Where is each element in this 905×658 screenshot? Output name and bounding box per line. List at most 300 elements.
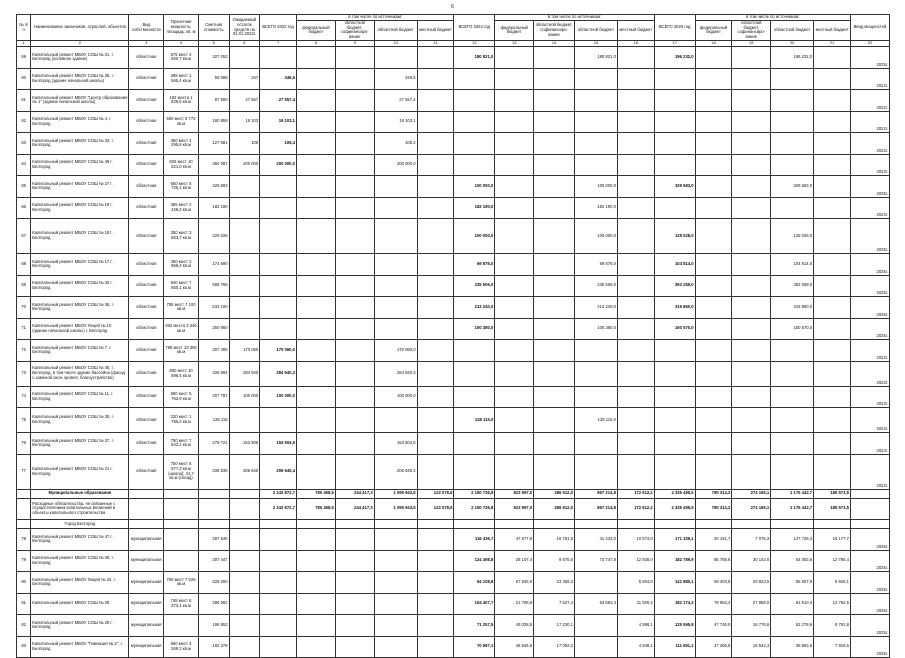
capacity: 675 мест 4 560,7 кв.м bbox=[164, 47, 199, 69]
cofin-2025: 27 958,0 bbox=[732, 593, 771, 615]
expense-total-federal: 780 458,5 bbox=[297, 498, 336, 520]
header-commissioning: Ввод мощностей bbox=[850, 15, 889, 41]
expense-total-cofin-2025: 274 165,1 bbox=[732, 498, 771, 520]
total-2022: 284 940,3 bbox=[260, 361, 297, 386]
federal-2025 bbox=[695, 90, 732, 112]
estimated-cost: 250 950 bbox=[198, 318, 229, 340]
table-row bbox=[17, 111, 890, 133]
table-row bbox=[17, 254, 890, 276]
estimated-cost: 336 835 bbox=[198, 454, 229, 489]
cofin-2025 bbox=[732, 111, 771, 133]
cofin-2024 bbox=[534, 275, 575, 297]
federal-2022 bbox=[297, 111, 336, 133]
total-2025: 129 028,0 bbox=[654, 219, 695, 254]
regional-2022 bbox=[374, 197, 417, 219]
regional-2025 bbox=[771, 90, 814, 112]
local-2022 bbox=[417, 572, 454, 594]
remainder bbox=[229, 197, 260, 219]
ownership: муниципальная bbox=[129, 593, 164, 615]
ownership: областная bbox=[129, 318, 164, 340]
estimated-cost: 425 894 bbox=[198, 361, 229, 386]
cofin-2025 bbox=[732, 197, 771, 219]
cofin-2024 bbox=[534, 111, 575, 133]
regional-2024 bbox=[574, 68, 617, 90]
object-name: Капитальный ремонт МБОУ СОШ № 45, г. Белгород, в том числе здание бассейна (фасад с заменой окон, кровля, благоустройство) bbox=[31, 361, 129, 386]
federal-2022 bbox=[297, 176, 336, 198]
column-number: 16 bbox=[617, 41, 654, 47]
estimated-cost: 307 447 bbox=[198, 550, 229, 572]
cofin-2022 bbox=[335, 275, 374, 297]
local-2025: 16 177,7 bbox=[814, 529, 851, 551]
ownership: областная bbox=[129, 111, 164, 133]
cofin-2025 bbox=[732, 408, 771, 433]
estimated-cost: 207 787 bbox=[198, 386, 229, 408]
capacity: 192 места 1 828,5 кв.м bbox=[164, 90, 199, 112]
row-number: 65 bbox=[17, 176, 31, 198]
capacity: 450 мест 2 868,4 кв.м bbox=[164, 254, 199, 276]
cofin-2025 bbox=[732, 154, 771, 176]
page-number: 6 bbox=[451, 4, 454, 10]
row-number: 60 bbox=[17, 68, 31, 90]
federal-2024 bbox=[495, 433, 534, 455]
table-row bbox=[17, 297, 890, 319]
federal-2022 bbox=[297, 197, 336, 219]
regional-2024 bbox=[574, 615, 617, 637]
remainder bbox=[229, 47, 260, 69]
total-2022: 105,4 bbox=[260, 133, 297, 155]
regional-2025: 61 910,3 bbox=[771, 593, 814, 615]
federal-2024 bbox=[495, 111, 534, 133]
cofin-2024 bbox=[534, 176, 575, 198]
regional-2025: 52 278,6 bbox=[771, 615, 814, 637]
column-number: 12 bbox=[454, 41, 495, 47]
local-2025: 12 752,5 bbox=[814, 593, 851, 615]
regional-2025 bbox=[771, 433, 814, 455]
local-2024 bbox=[617, 176, 654, 198]
federal-2024: 67 945,5 bbox=[495, 572, 534, 594]
investment-table bbox=[16, 14, 890, 658]
object-name: Капитальный ремонт МБОУ СОШ № 47 г. Белгород bbox=[31, 529, 129, 551]
total-2025 bbox=[654, 408, 695, 433]
total-2024: 70 687,1 bbox=[454, 636, 495, 658]
expense-total-2024: 2 150 736,8 bbox=[454, 498, 495, 520]
column-number: 13 bbox=[495, 41, 534, 47]
object-name: Капитальный ремонт МБОУ СОШ № 21 г. Белгород bbox=[31, 454, 129, 489]
total-2022 bbox=[260, 572, 297, 594]
total-2025: 104 814,0 bbox=[654, 254, 695, 276]
regional-2022: 100 000,0 bbox=[374, 386, 417, 408]
remainder bbox=[229, 176, 260, 198]
header-local-2024: местный бюджет bbox=[617, 20, 654, 40]
column-number: 5 bbox=[198, 41, 229, 47]
total-2025: 196 232,0 bbox=[654, 47, 695, 69]
regional-2024: 63 583,3 bbox=[574, 593, 617, 615]
local-2022 bbox=[417, 454, 454, 489]
federal-2022 bbox=[297, 386, 336, 408]
federal-2022 bbox=[297, 636, 336, 658]
cofin-2022 bbox=[335, 550, 374, 572]
total-2025 bbox=[654, 454, 695, 489]
remainder bbox=[229, 254, 260, 276]
object-name: Капитальный ремонт МБОУ СОШ № 36, г. Белгород bbox=[31, 297, 129, 319]
cofin-2024 bbox=[534, 408, 575, 433]
estimated-cost: 229 028 bbox=[198, 219, 229, 254]
total-2025: 353 259,0 bbox=[654, 275, 695, 297]
total-2024: 116 436,7 bbox=[454, 529, 495, 551]
cofin-2025 bbox=[732, 340, 771, 362]
muni-total-federal-2024: 823 997,0 bbox=[495, 489, 534, 498]
expense-total-local-2024: 172 612,2 bbox=[617, 498, 654, 520]
federal-2024 bbox=[495, 275, 534, 297]
local-2025 bbox=[814, 454, 851, 489]
local-2022 bbox=[417, 275, 454, 297]
federal-2024 bbox=[495, 408, 534, 433]
object-name: Капитальный ремонт МБОУ СОШ № 18 г. Белгород bbox=[31, 219, 129, 254]
object-name: Капитальный ремонт МБОУ СОШ № 29 г. Белгород bbox=[31, 615, 129, 637]
row-number: 77 bbox=[17, 454, 31, 489]
cofin-2022 bbox=[335, 433, 374, 455]
local-2024: 4 948,1 bbox=[617, 636, 654, 658]
federal-2024 bbox=[495, 219, 534, 254]
estimated-cost: 429 583 bbox=[198, 176, 229, 198]
capacity bbox=[164, 615, 199, 637]
estimated-cost: 533 100 bbox=[198, 297, 229, 319]
federal-2025 bbox=[695, 47, 732, 69]
header-cost: Сметная стоимость bbox=[198, 15, 229, 41]
regional-2024 bbox=[574, 636, 617, 658]
muni-total-cofin-2024: 286 912,0 bbox=[534, 489, 575, 498]
capacity: 850 мест 10 596,4 кв.м bbox=[164, 361, 199, 386]
total-2022: 27 557,4 bbox=[260, 90, 297, 112]
commissioning-year: 2025г. bbox=[850, 219, 889, 254]
regional-2024: 235 506,0 bbox=[574, 275, 617, 297]
cofin-2024 bbox=[534, 154, 575, 176]
object-name: Капитальный ремонт МБОУ СОШ № 7, г. Белгород bbox=[31, 340, 129, 362]
cofin-2024 bbox=[534, 340, 575, 362]
regional-2024: 69 876,0 bbox=[574, 254, 617, 276]
expense-total-local: 123 078,6 bbox=[417, 498, 454, 520]
object-name: Капитальный ремонт МБОУ СОШ № 29 bbox=[31, 593, 129, 615]
expense-total-regional-2025: 1 175 442,7 bbox=[771, 498, 814, 520]
local-2022 bbox=[417, 386, 454, 408]
federal-2022 bbox=[297, 433, 336, 455]
remainder: 19 103 bbox=[229, 111, 260, 133]
regional-2024: 100 380,0 bbox=[574, 318, 617, 340]
cofin-2024: 17 092,2 bbox=[534, 636, 575, 658]
ownership: областная bbox=[129, 219, 164, 254]
ownership: областная bbox=[129, 90, 164, 112]
cofin-2022 bbox=[335, 318, 374, 340]
capacity: 550 мест 5 772 кв.м bbox=[164, 111, 199, 133]
regional-2024: 128 115,0 bbox=[574, 408, 617, 433]
total-2025 bbox=[654, 386, 695, 408]
header-cofinancing-2024: областной бюджет, софинансиро-вание bbox=[534, 20, 575, 40]
local-2025 bbox=[814, 219, 851, 254]
estimated-cost: 196 853 bbox=[198, 615, 229, 637]
remainder: 347 bbox=[229, 68, 260, 90]
muni-title: Муниципальные образования bbox=[31, 489, 129, 498]
local-2025 bbox=[814, 176, 851, 198]
estimated-cost: 127 681 bbox=[198, 133, 229, 155]
cofin-2022 bbox=[335, 219, 374, 254]
object-name: Капитальный ремонт МБОУ СОШ № 39, г. Белгород bbox=[31, 550, 129, 572]
object-name: Капитальный ремонт МБОУ СОШ № 4, г. Белгород bbox=[31, 111, 129, 133]
total-2025: 141 880,1 bbox=[654, 572, 695, 594]
column-number: 18 bbox=[695, 41, 732, 47]
federal-2022 bbox=[297, 572, 336, 594]
table-row bbox=[17, 636, 890, 658]
local-2025: 7 818,5 bbox=[814, 636, 851, 658]
header-local-2025: местный бюджет bbox=[814, 20, 851, 40]
commissioning-year: 2023г. bbox=[850, 340, 889, 362]
header-regional: областной бюджет bbox=[374, 20, 417, 40]
federal-2022 bbox=[297, 529, 336, 551]
total-2025: 150 570,0 bbox=[654, 318, 695, 340]
capacity: 748 мест 6 373,4 кв.м bbox=[164, 593, 199, 615]
regional-2024: 180 821,0 bbox=[574, 47, 617, 69]
total-2022 bbox=[260, 408, 297, 433]
local-2024 bbox=[617, 219, 654, 254]
column-number: 4 bbox=[164, 41, 199, 47]
column-number: 19 bbox=[732, 41, 771, 47]
remainder: 170 060 bbox=[229, 340, 260, 362]
cofin-2024 bbox=[534, 133, 575, 155]
expense-total-cofin: 244 417,3 bbox=[335, 498, 374, 520]
local-2022 bbox=[417, 154, 454, 176]
cofin-2025 bbox=[732, 176, 771, 198]
capacity: 350 мест 3 863,7 кв.м bbox=[164, 219, 199, 254]
total-2022 bbox=[260, 615, 297, 637]
column-number: 17 bbox=[654, 41, 695, 47]
regional-2022 bbox=[374, 219, 417, 254]
local-2022 bbox=[417, 176, 454, 198]
total-2022 bbox=[260, 593, 297, 615]
regional-2025: 55 657,9 bbox=[771, 572, 814, 594]
federal-2022 bbox=[297, 133, 336, 155]
table-row bbox=[17, 361, 890, 386]
federal-2022 bbox=[297, 340, 336, 362]
federal-2025 bbox=[695, 219, 732, 254]
local-2022 bbox=[417, 318, 454, 340]
capacity bbox=[164, 550, 199, 572]
local-2025 bbox=[814, 408, 851, 433]
federal-2024 bbox=[495, 454, 534, 489]
capacity: 660 мест 4 269,3 кв.м bbox=[164, 636, 199, 658]
total-2025 bbox=[654, 111, 695, 133]
cofin-2024 bbox=[534, 318, 575, 340]
commissioning-year: 2024г. bbox=[850, 197, 889, 219]
federal-2025 bbox=[695, 433, 732, 455]
expense-total-cofin-2024: 286 912,0 bbox=[534, 498, 575, 520]
local-2025 bbox=[814, 133, 851, 155]
estimated-cost: 287 546 bbox=[198, 529, 229, 551]
federal-2022 bbox=[297, 297, 336, 319]
table-row bbox=[17, 318, 890, 340]
regional-2025 bbox=[771, 454, 814, 489]
total-2024: 180 821,0 bbox=[454, 47, 495, 69]
local-2025 bbox=[814, 111, 851, 133]
muni-title-row bbox=[17, 489, 890, 498]
regional-2025: 39 863,6 bbox=[771, 636, 814, 658]
local-2024 bbox=[617, 275, 654, 297]
muni-total-regional: 1 095 943,5 bbox=[374, 489, 417, 498]
city-row bbox=[17, 520, 890, 529]
cofin-2022 bbox=[335, 197, 374, 219]
total-2024: 69 876,0 bbox=[454, 254, 495, 276]
total-2024: 100 380,0 bbox=[454, 318, 495, 340]
estimated-cost: 87 500 bbox=[198, 90, 229, 112]
regional-2022 bbox=[374, 254, 417, 276]
muni-total-federal: 780 458,5 bbox=[297, 489, 336, 498]
commissioning-year: 2025г. bbox=[850, 297, 889, 319]
total-2022 bbox=[260, 254, 297, 276]
regional-2025: 329 583,0 bbox=[771, 176, 814, 198]
total-2024: 124 498,8 bbox=[454, 550, 495, 572]
header-ownership: Вид собственности bbox=[129, 15, 164, 41]
regional-2022: 170 060,0 bbox=[374, 340, 417, 362]
federal-2024 bbox=[495, 68, 534, 90]
commissioning-year: 2022г. bbox=[850, 90, 889, 112]
local-2024: 12 928,0 bbox=[617, 550, 654, 572]
federal-2025 bbox=[695, 361, 732, 386]
column-number: 15 bbox=[574, 41, 617, 47]
regional-2024 bbox=[574, 572, 617, 594]
cofin-2024 bbox=[534, 454, 575, 489]
commissioning-year: 2025г. bbox=[850, 529, 889, 551]
cofin-2025: 7 075,3 bbox=[732, 529, 771, 551]
regional-2022: 200 000,0 bbox=[374, 154, 417, 176]
federal-2025 bbox=[695, 297, 732, 319]
object-name: Капитальный ремонт МБОУ "Центр образования № 1" (здание начальной школы) bbox=[31, 90, 129, 112]
expense-total-regional-2024: 867 214,8 bbox=[574, 498, 617, 520]
federal-2022 bbox=[297, 68, 336, 90]
local-2022 bbox=[417, 68, 454, 90]
federal-2025 bbox=[695, 254, 732, 276]
commissioning-year: 2025г. bbox=[850, 572, 889, 594]
total-2025: 182 174,2 bbox=[654, 593, 695, 615]
local-2024 bbox=[617, 454, 654, 489]
capacity: 450 мест 4 295,6 кв.м bbox=[164, 133, 199, 155]
total-2025: 182 789,9 bbox=[654, 550, 695, 572]
cofin-2022 bbox=[335, 361, 374, 386]
total-2022 bbox=[260, 197, 297, 219]
expense-title: Расходные обязательства, не связанные с осуществлением капитальных вложений в объекты капитального строительства bbox=[31, 498, 129, 520]
table-row bbox=[17, 219, 890, 254]
regional-2025 bbox=[771, 133, 814, 155]
ownership: областная bbox=[129, 386, 164, 408]
expense-total-2022: 2 243 872,7 bbox=[260, 498, 297, 520]
cofin-2024: 17 230,1 bbox=[534, 615, 575, 637]
estimated-cost: 128 115 bbox=[198, 408, 229, 433]
ownership: областная bbox=[129, 433, 164, 455]
column-number: 9 bbox=[335, 41, 374, 47]
regional-2025: 104 814,0 bbox=[771, 254, 814, 276]
row-number: 73 bbox=[17, 361, 31, 386]
federal-2025 bbox=[695, 408, 732, 433]
regional-2025 bbox=[771, 68, 814, 90]
federal-2024 bbox=[495, 340, 534, 362]
cofin-2025: 16 776,6 bbox=[732, 615, 771, 637]
capacity: 650 мест 5 763,9 кв.м bbox=[164, 386, 199, 408]
header-cofinancing: областной бюджет, софинансиро-вание bbox=[335, 20, 374, 40]
federal-2024 bbox=[495, 254, 534, 276]
federal-2024 bbox=[495, 90, 534, 112]
remainder bbox=[229, 297, 260, 319]
table-row bbox=[17, 529, 890, 551]
column-number: 20 bbox=[771, 41, 814, 47]
muni-total-regional-2025: 1 175 442,7 bbox=[771, 489, 814, 498]
estimated-cost: 182 190 bbox=[198, 197, 229, 219]
commissioning-year: 2025г. bbox=[850, 636, 889, 658]
local-2024 bbox=[617, 386, 654, 408]
commissioning-year: 2025г. bbox=[850, 593, 889, 615]
remainder: 153 505 bbox=[229, 433, 260, 455]
object-name: Капитальный ремонт МБОУ СОШ № 11, г. Белгород bbox=[31, 386, 129, 408]
total-2024 bbox=[454, 90, 495, 112]
total-2022 bbox=[260, 529, 297, 551]
cofin-2024: 7 627,4 bbox=[534, 593, 575, 615]
cofin-2025 bbox=[732, 254, 771, 276]
federal-2025: 47 366,8 bbox=[695, 636, 732, 658]
commissioning-year: 2025г. bbox=[850, 176, 889, 198]
regional-2022: 105,4 bbox=[374, 133, 417, 155]
header-total-2025: ВСЕГО 2025 год bbox=[654, 15, 695, 41]
cofin-2024 bbox=[534, 68, 575, 90]
row-number: 80 bbox=[17, 572, 31, 594]
muni-total-federal-2025: 780 314,2 bbox=[695, 489, 732, 498]
regional-2025: 129 028,0 bbox=[771, 219, 814, 254]
regional-2024 bbox=[574, 433, 617, 455]
regional-2022 bbox=[374, 572, 417, 594]
total-2025: 171 109,1 bbox=[654, 529, 695, 551]
federal-2022 bbox=[297, 254, 336, 276]
muni-total-cofin-2025: 274 165,1 bbox=[732, 489, 771, 498]
local-2024 bbox=[617, 111, 654, 133]
local-2025 bbox=[814, 154, 851, 176]
row-number: 81 bbox=[17, 593, 31, 615]
object-name: Капитальный ремонт МБОУ СОШ № 33, г. Белгород bbox=[31, 133, 129, 155]
local-2025: 12 795,4 bbox=[814, 550, 851, 572]
regional-2025: 127 726,4 bbox=[771, 529, 814, 551]
capacity bbox=[164, 529, 199, 551]
cofin-2022 bbox=[335, 297, 374, 319]
expense-total-local-2025: 185 573,5 bbox=[814, 498, 851, 520]
cofin-2025 bbox=[732, 361, 771, 386]
ownership: муниципальная bbox=[129, 550, 164, 572]
commissioning-year: 2025г. bbox=[850, 318, 889, 340]
ownership: областная bbox=[129, 154, 164, 176]
cofin-2022 bbox=[335, 636, 374, 658]
local-2024 bbox=[617, 133, 654, 155]
federal-2024 bbox=[495, 47, 534, 69]
object-name: Капитальный ремонт МБОУ СОШ № 30, г. Белгород bbox=[31, 408, 129, 433]
cofin-2024 bbox=[534, 386, 575, 408]
regional-2024 bbox=[574, 454, 617, 489]
remainder: 105 bbox=[229, 133, 260, 155]
row-number: 61 bbox=[17, 90, 31, 112]
total-2024: 100 000,0 bbox=[454, 219, 495, 254]
cofin-2022 bbox=[335, 454, 374, 489]
row-number: 59 bbox=[17, 47, 31, 69]
regional-2024 bbox=[574, 340, 617, 362]
federal-2024 bbox=[495, 361, 534, 386]
cofin-2022 bbox=[335, 529, 374, 551]
federal-2024 bbox=[495, 297, 534, 319]
capacity: 785 мест 7 100 кв.м bbox=[164, 297, 199, 319]
cofin-2022 bbox=[335, 133, 374, 155]
row-number: 76 bbox=[17, 433, 31, 455]
local-2022 bbox=[417, 433, 454, 455]
